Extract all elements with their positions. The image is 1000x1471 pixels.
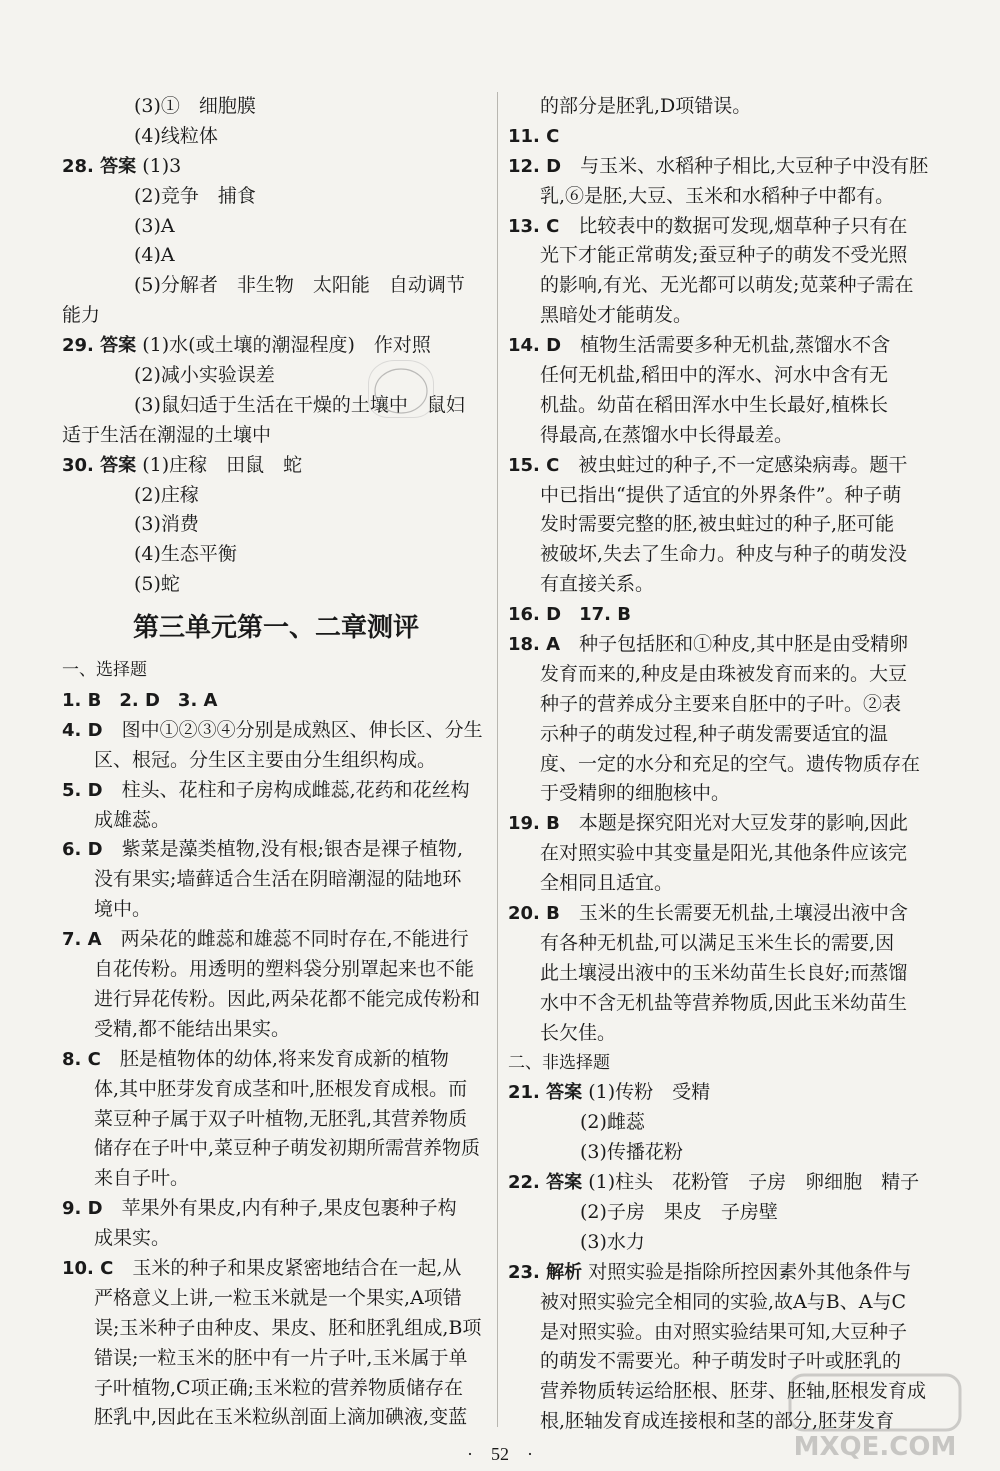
line-text: 此土壤浸出液中的玉米幼苗生长良好;而蒸馏 (540, 961, 908, 984)
question-number: 5. D (62, 779, 103, 801)
line-text: 与玉米、水稻种子相比,大豆种子中没有胚 (561, 154, 929, 177)
line-text: 自花传粉。用透明的塑料袋分别罩起来也不能 (94, 958, 475, 981)
line-text: 水中不含无机盐等营养物质,因此玉米幼苗生 (540, 991, 908, 1014)
text-line (508, 152, 938, 182)
text-line (508, 1228, 938, 1258)
text-line (508, 720, 938, 750)
line-text: (5)分解者 非生物 太阳能 自动调节 (134, 274, 465, 297)
text-line (62, 1284, 490, 1314)
text-line (62, 716, 490, 746)
line-text: (2)子房 果皮 子房壁 (580, 1200, 778, 1223)
text-line (62, 746, 490, 776)
line-text: 玉米的种子和果皮紧密地结合在一起,从 (113, 1256, 462, 1279)
question-number: 20. B (508, 903, 560, 925)
line-text: (3)A (134, 214, 175, 237)
chapter-heading: 第三单元第一、二章测评 (132, 613, 419, 644)
question-number: 10. C (62, 1257, 114, 1279)
text-line (508, 122, 938, 152)
question-number: 6. D (62, 839, 103, 861)
text-line (62, 271, 490, 301)
text-line (508, 899, 938, 929)
text-line (62, 1403, 490, 1433)
line-text: 成果实。 (94, 1227, 171, 1250)
text-line (508, 630, 938, 660)
line-text: 有直接关系。 (540, 573, 655, 596)
text-line (508, 1198, 938, 1228)
text-line (62, 570, 490, 600)
line-text: 全相同且适宜。 (540, 872, 674, 895)
line-text: 被破坏,失去了生命力。种皮与种子的萌发没 (540, 543, 908, 566)
line-text: 比较表中的数据可发现,烟草种子只有在 (559, 214, 908, 237)
line-text: (2)竞争 捕食 (134, 184, 256, 207)
line-text: 体,其中胚芽发育成茎和叶,胚根发育成根。而 (94, 1077, 468, 1100)
text-line (62, 985, 490, 1015)
line-text: (3)水力 (580, 1230, 645, 1253)
line-text: 是对照实验。由对照实验结果可知,大豆种子 (540, 1320, 908, 1343)
text-line (508, 421, 938, 451)
line-text: 柱头、花柱和子房构成雌蕊,花药和花丝构 (102, 778, 470, 801)
line-text: 营养物质转运给胚根、胚芽、胚轴,胚根发育成 (540, 1380, 927, 1403)
text-line (62, 152, 490, 182)
line-text: (5)蛇 (134, 573, 180, 596)
text-line (62, 122, 490, 152)
text-line (62, 1314, 490, 1344)
question-number: 4. D (62, 719, 103, 741)
text-line (508, 241, 938, 271)
line-text: 子叶植物,C项正确;玉米粒的营养物质储存在 (94, 1376, 463, 1399)
question-number: 16. D 17. B (508, 604, 631, 626)
line-text: 乳,⑥是胚,大豆、玉米和水稻种子中都有。 (540, 184, 895, 207)
text-line (62, 241, 490, 271)
line-text: 苹果外有果皮,内有种子,果皮包裹种子构 (102, 1197, 457, 1220)
line-text: 被对照实验完全相同的实验,故A与B、A与C (540, 1290, 906, 1313)
line-text: 示种子的萌发过程,种子萌发需要适宜的温 (540, 722, 889, 745)
text-line (508, 1019, 938, 1049)
line-text: 对照实验是指除所控因素外其他条件与 (582, 1260, 912, 1283)
question-number: 21. 答案 (508, 1082, 583, 1104)
line-text: (3)消费 (134, 513, 199, 536)
line-text: 于受精卵的细胞核中。 (540, 782, 731, 805)
line-text: 没有果实;墙藓适合生活在阴暗潮湿的陆地环 (94, 868, 462, 891)
text-line (508, 989, 938, 1019)
line-text: 来自子叶。 (94, 1167, 190, 1190)
line-text: (2)减小实验误差 (134, 364, 275, 387)
text-line (62, 865, 490, 895)
line-text: 图中①②③④分别是成熟区、伸长区、分生 (102, 718, 483, 741)
text-line (62, 510, 490, 540)
question-number: 9. D (62, 1198, 103, 1220)
text-line (508, 301, 938, 331)
line-text: (3)传播花粉 (580, 1141, 683, 1164)
text-line (62, 925, 490, 955)
text-line (62, 1015, 490, 1045)
text-line (508, 331, 938, 361)
line-text: 胚是植物体的幼体,将来发育成新的植物 (100, 1047, 449, 1070)
text-line (508, 1078, 938, 1108)
text-line (62, 806, 490, 836)
line-text: 紫菜是藻类植物,没有根;银杏是裸子植物, (102, 838, 464, 861)
line-text: 胚乳中,因此在玉米粒纵剖面上滴加碘液,变蓝 (94, 1406, 468, 1429)
text-line (508, 1318, 938, 1348)
text-line (62, 1075, 490, 1105)
line-text: 度、一定的水分和充足的空气。遗传物质存在 (540, 752, 921, 775)
line-text: 误;玉米种子由种皮、果皮、胚和胚乳组成,B项 (94, 1316, 482, 1339)
line-text: 能力 (62, 304, 101, 327)
text-line (508, 779, 938, 809)
text-line (508, 1108, 938, 1138)
text-line (508, 540, 938, 570)
text-line (508, 182, 938, 212)
text-line (508, 959, 938, 989)
text-line (62, 1105, 490, 1135)
text-line (508, 839, 938, 869)
line-text: 的部分是胚乳,D项错误。 (540, 95, 752, 117)
line-text: 中已指出“提供了适宜的外界条件”。种子萌 (540, 483, 902, 506)
text-line (62, 212, 490, 242)
text-line (62, 1164, 490, 1194)
line-text: (1)柱头 花粉管 子房 卵细胞 精子 (582, 1171, 920, 1194)
text-line (62, 182, 490, 212)
text-line (508, 869, 938, 899)
text-line (508, 391, 938, 421)
line-text: 区、根冠。分生区主要由分生组织构成。 (94, 748, 437, 771)
text-line (62, 1374, 490, 1404)
line-text: 发育而来的,种皮是由珠被发育而来的。大豆 (540, 662, 908, 685)
text-line (508, 1258, 938, 1288)
text-line (508, 481, 938, 511)
line-text: 的影响,有光、无光都可以萌发;苋菜种子需在 (540, 274, 914, 297)
text-line (508, 809, 938, 839)
line-text: (1)传粉 受精 (582, 1081, 711, 1104)
line-text: 有各种无机盐,可以满足玉米生长的需要,因 (540, 931, 895, 954)
text-line (508, 1288, 938, 1318)
question-number: 1. B 2. D 3. A (62, 690, 218, 712)
question-number: 13. C (508, 215, 560, 237)
question-number: 19. B (508, 813, 560, 835)
line-text: 严格意义上讲,一粒玉米就是一个果实,A项错 (94, 1286, 462, 1309)
line-text: 在对照实验中其变量是阳光,其他条件应该完 (540, 842, 908, 865)
line-text: (1)庄稼 田鼠 蛇 (136, 453, 303, 476)
line-text: 得最高,在蒸馏水中长得最差。 (540, 423, 794, 446)
text-line (62, 1134, 490, 1164)
line-text: (3)鼠妇适于生活在干燥的土壤中 鼠妇 (134, 393, 465, 416)
line-text: 成雄蕊。 (94, 808, 171, 831)
section-heading: 二、非选择题 (508, 1052, 610, 1073)
question-number: 22. 答案 (508, 1172, 583, 1194)
text-line (508, 570, 938, 600)
watermark-text: MXQE.COM (793, 1432, 957, 1462)
line-text: 任何无机盐,稻田中的浑水、河水中含有无 (540, 364, 889, 387)
text-line (508, 1168, 938, 1198)
question-number: 8. C (62, 1048, 101, 1070)
question-number: 7. A (62, 929, 102, 951)
text-line (62, 835, 490, 865)
text-line (62, 1045, 490, 1075)
column-divider (497, 92, 498, 1427)
text-line (508, 510, 938, 540)
ink-stamp-icon (368, 360, 434, 418)
line-text: (3)① 细胞膜 (134, 95, 256, 117)
text-line (508, 929, 938, 959)
line-text: 两朵花的雌蕊和雄蕊不同时存在,不能进行 (101, 928, 469, 951)
line-text: 境中。 (94, 898, 152, 921)
text-line (62, 421, 490, 451)
text-line (62, 331, 490, 361)
line-text: (1)3 (136, 154, 182, 177)
line-text: (4)线粒体 (134, 124, 218, 147)
text-line (62, 540, 490, 570)
line-text: 种子的营养成分主要来自胚中的子叶。②表 (540, 692, 902, 715)
line-text: 植物生活需要多种无机盐,蒸馏水不含 (561, 334, 891, 357)
text-line (62, 481, 490, 511)
text-line (508, 660, 938, 690)
line-text: (2)雌蕊 (580, 1111, 645, 1134)
line-text: 的萌发不需要光。种子萌发时子叶或胚乳的 (540, 1350, 902, 1373)
line-text: 黑暗处才能萌发。 (540, 304, 693, 327)
question-number: 29. 答案 (62, 335, 137, 357)
question-number: 12. D (508, 155, 562, 177)
line-text: 长欠佳。 (540, 1021, 617, 1044)
text-line (508, 361, 938, 391)
text-line (62, 895, 490, 925)
text-line (508, 92, 938, 122)
text-line (508, 600, 938, 630)
line-text: 进行异花传粉。因此,两朵花都不能完成传粉和 (94, 987, 481, 1010)
question-number: 18. A (508, 634, 561, 656)
text-line (508, 690, 938, 720)
text-line (508, 451, 938, 481)
left-column (62, 92, 490, 1433)
line-text: 种子包括胚和①种皮,其中胚是由受精卵 (560, 633, 909, 656)
question-number: 23. 解析 (508, 1261, 583, 1283)
question-number: 28. 答案 (62, 155, 137, 177)
line-text: (4)A (134, 244, 175, 267)
text-line (62, 1194, 490, 1224)
line-text: 被虫蛀过的种子,不一定感染病毒。题干 (559, 453, 908, 476)
text-line (508, 1138, 938, 1168)
right-column (508, 92, 938, 1437)
question-number: 15. C (508, 454, 560, 476)
line-text: 适于生活在潮湿的土壤中 (62, 423, 272, 446)
text-line (62, 301, 490, 331)
line-text: 储存在子叶中,菜豆种子萌发初期所需营养物质 (94, 1137, 481, 1160)
text-line (62, 1224, 490, 1254)
text-line (508, 212, 938, 242)
text-line (62, 92, 490, 122)
line-text: 光下才能正常萌发;蚕豆种子的萌发不受光照 (540, 244, 908, 267)
text-line (508, 750, 938, 780)
line-text: 机盐。幼苗在稻田浑水中生长最好,植株长 (540, 393, 889, 416)
text-line (508, 271, 938, 301)
line-text: (1)水(或土壤的潮湿程度) 作对照 (136, 334, 431, 357)
line-text: (2)庄稼 (134, 483, 199, 506)
line-text: (4)生态平衡 (134, 543, 237, 566)
section-heading: 一、选择题 (62, 660, 147, 681)
question-number: 30. 答案 (62, 454, 137, 476)
line-text: 错误;一粒玉米的胚中有一片子叶,玉米属于单 (94, 1346, 468, 1369)
text-line (62, 451, 490, 481)
text-line (62, 1254, 490, 1284)
line-text: 根,胚轴发育成连接根和茎的部分,胚芽发育 (540, 1410, 895, 1433)
line-text: 受精,都不能结出果实。 (94, 1017, 291, 1040)
line-text: 菜豆种子属于双子叶植物,无胚乳,其营养物质 (94, 1107, 468, 1130)
page-number: · 52 · (467, 1444, 533, 1464)
text-line (62, 1344, 490, 1374)
question-number: 14. D (508, 335, 562, 357)
text-line (62, 776, 490, 806)
text-line (62, 686, 490, 716)
line-text: 发时需要完整的胚,被虫蛀过的种子,胚可能 (540, 513, 895, 536)
line-text: 玉米的生长需要无机盐,土壤浸出液中含 (559, 902, 908, 925)
text-line (62, 955, 490, 985)
question-number: 11. C (508, 125, 560, 147)
line-text: 本题是探究阳光对大豆发芽的影响,因此 (559, 812, 908, 835)
